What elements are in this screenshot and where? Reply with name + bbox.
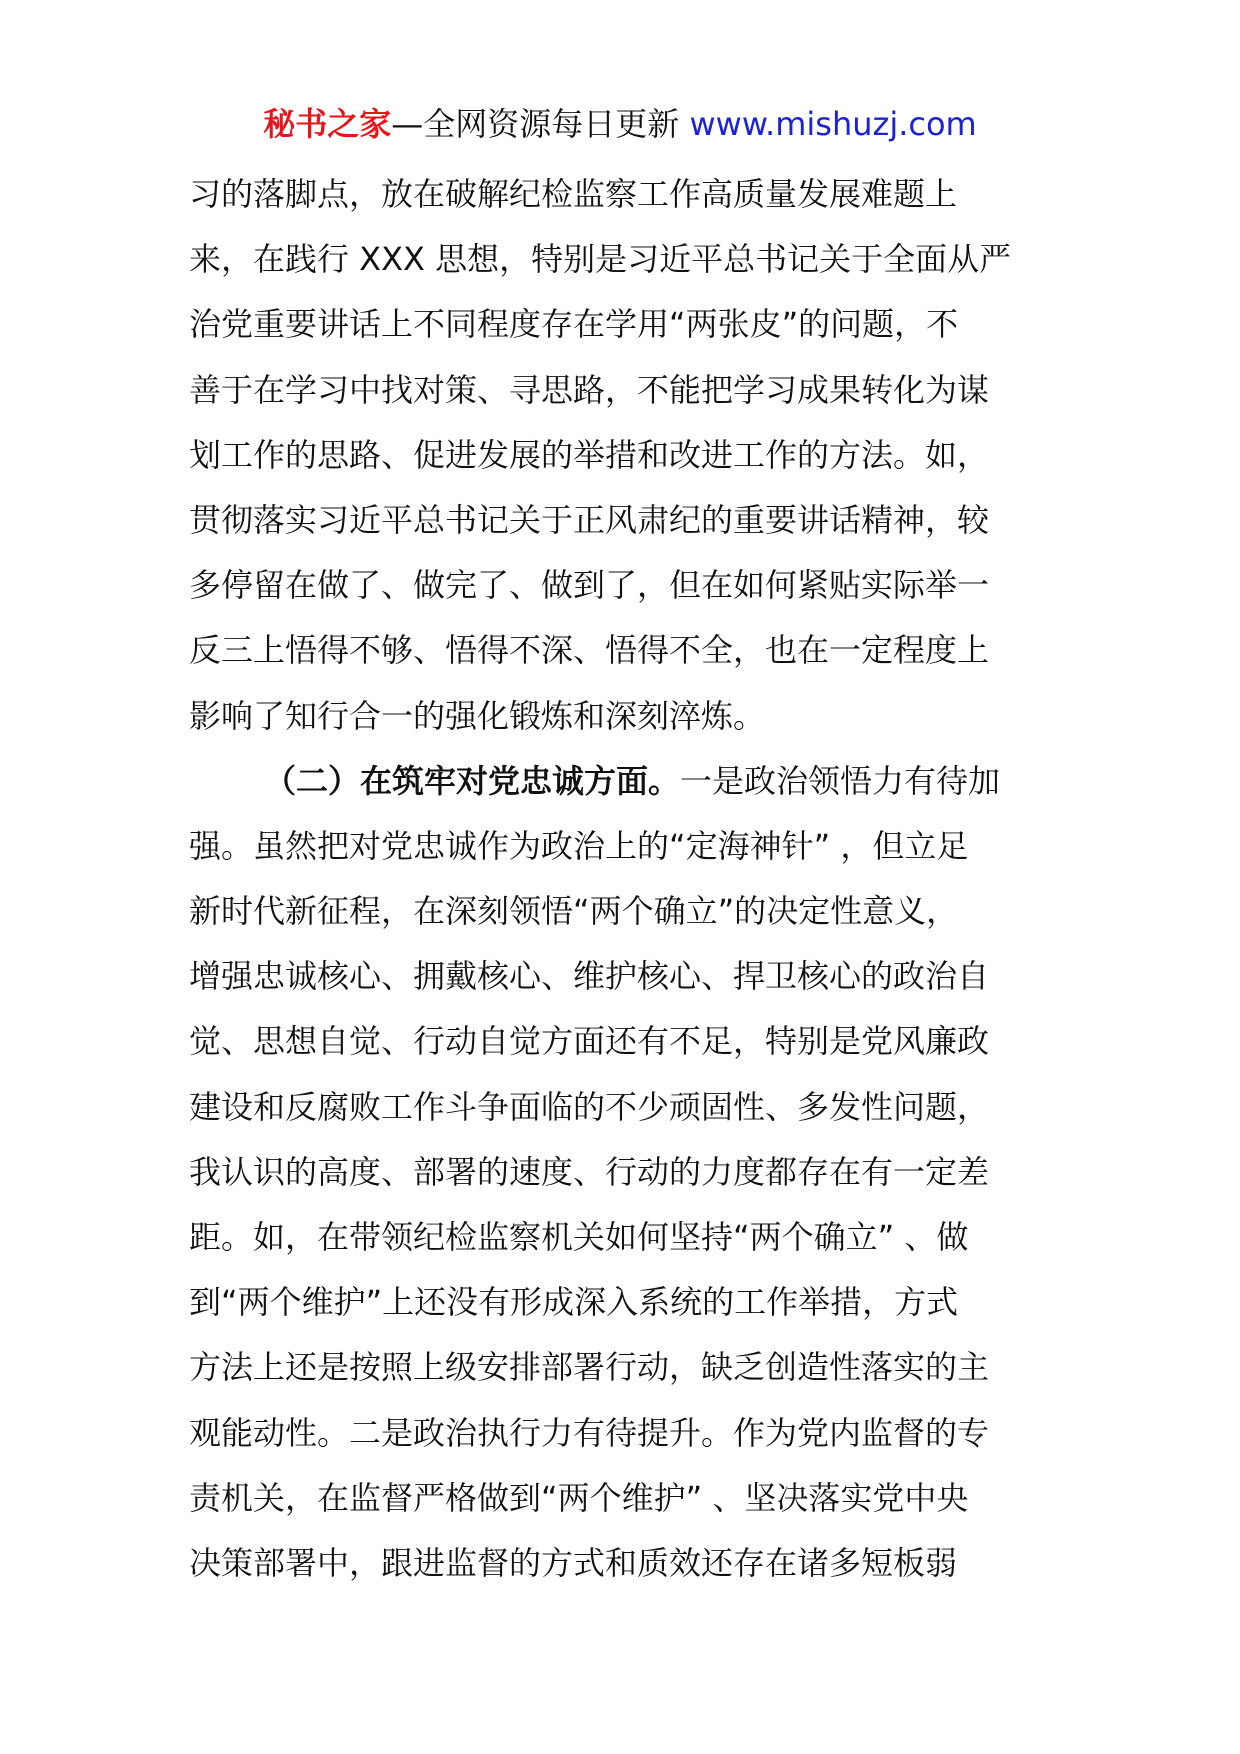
body-line: 到“两个维护”上还没有形成深入系统的工作举措，方式 bbox=[189, 1283, 959, 1322]
header-brand: 秘书之家 bbox=[263, 105, 392, 143]
body-line: 责机关，在监督严格做到“两个维护” 、坚决落实党中央 bbox=[189, 1478, 969, 1517]
body-line: 影响了知行合一的强化锻炼和深刻淬炼。 bbox=[189, 696, 766, 735]
header-url-link[interactable]: www.mishuzj.com bbox=[689, 105, 977, 143]
body-line: 观能动性。二是政治执行力有待提升。作为党内监督的专 bbox=[189, 1413, 990, 1452]
body-line: 我认识的高度、部署的速度、行动的力度都存在有一定差 bbox=[189, 1152, 990, 1191]
body-line: 距。如，在带领纪检监察机关如何坚持“两个确立” 、做 bbox=[189, 1218, 969, 1256]
body-line: 习的落脚点，放在破解纪检监察工作高质量发展难题上 bbox=[189, 175, 958, 213]
body-line: 强。虽然把对党忠诚作为政治上的“定海神针” ，但立足 bbox=[189, 826, 969, 865]
section-2-first-line bbox=[189, 749, 1049, 814]
page-header bbox=[0, 102, 1240, 146]
body-line: 新时代新征程，在深刻领悟“两个确立”的决定性意义， bbox=[189, 892, 959, 931]
body-line: 治党重要讲话上不同程度存在学用“两张皮”的问题，不 bbox=[189, 305, 959, 344]
section-2-heading: （二）在筑牢对党忠诚方面。 bbox=[264, 761, 681, 800]
body-line: 增强忠诚核心、拥戴核心、维护核心、捍卫核心的政治自 bbox=[189, 957, 990, 996]
header-slogan: —全网资源每日更新 bbox=[391, 105, 690, 143]
body-line: 反三上悟得不够、悟得不深、悟得不全，也在一定程度上 bbox=[189, 631, 990, 670]
body-line: 来，在践行 XXX 思想，特别是习近平总书记关于全面从严 bbox=[189, 240, 1012, 279]
body-line: 觉、思想自觉、行动自觉方面还有不足，特别是党风廉政 bbox=[189, 1022, 990, 1061]
body-line: 多停留在做了、做完了、做到了，但在如何紧贴实际举一 bbox=[189, 566, 990, 605]
body-line: 划工作的思路、促进发展的举措和改进工作的方法。如， bbox=[189, 435, 990, 474]
document-body bbox=[189, 162, 1049, 1596]
section-2-first-line-text: 一是政治领悟力有待加 bbox=[680, 761, 1001, 800]
body-line: 方法上还是按照上级安排部署行动，缺乏创造性落实的主 bbox=[189, 1348, 990, 1387]
body-line: 贯彻落实习近平总书记关于正风肃纪的重要讲话精神，较 bbox=[189, 500, 990, 539]
body-line: 建设和反腐败工作斗争面临的不少顽固性、多发性问题， bbox=[189, 1087, 990, 1126]
body-line: 善于在学习中找对策、寻思路，不能把学习成果转化为谋 bbox=[189, 370, 990, 409]
body-line: 决策部署中，跟进监督的方式和质效还存在诸多短板弱 bbox=[189, 1543, 958, 1582]
